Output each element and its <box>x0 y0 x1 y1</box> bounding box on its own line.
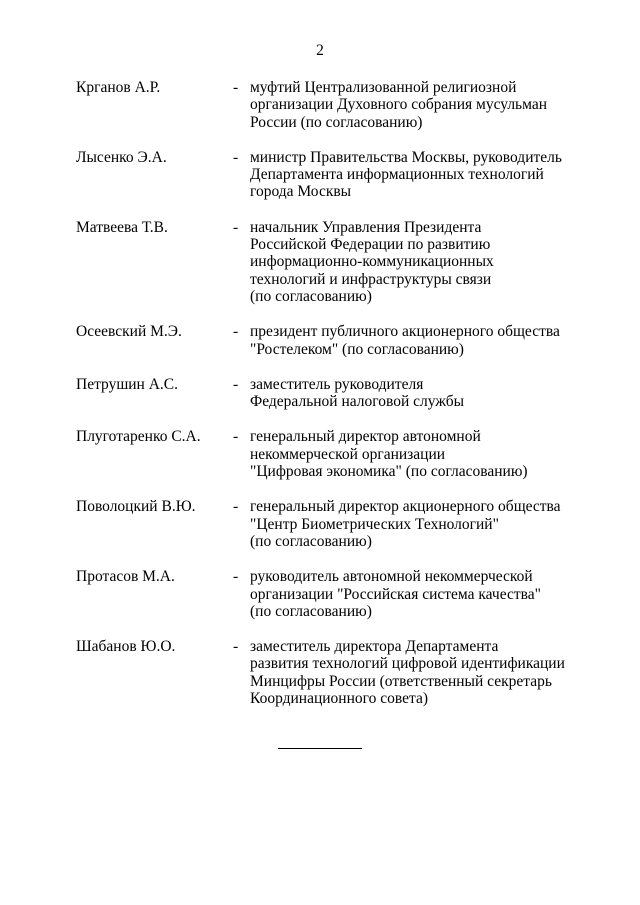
member-name: Шабанов Ю.О. <box>76 638 176 656</box>
position-line: (по согласованию) <box>250 532 372 550</box>
member-name: Протасов М.А. <box>76 568 175 586</box>
member-position <box>250 638 576 707</box>
position-line: заместитель руководителя <box>250 375 424 393</box>
position-line: генеральный директор автономной <box>250 428 481 446</box>
position-line: России (по согласованию) <box>250 113 423 131</box>
position-line: министр Правительства Москвы, руководитель <box>250 148 562 166</box>
position-line: технологий и инфраструктуры связи <box>250 270 492 288</box>
member-name: Матвеева Т.В. <box>76 218 168 236</box>
position-line: руководитель автономной некоммерческой <box>250 568 533 586</box>
member-position <box>250 219 576 305</box>
member-position <box>250 376 576 411</box>
position-line: Координационного совета) <box>250 690 428 708</box>
entry-dash: - <box>233 638 239 656</box>
position-line: "Ростелеком" (по согласованию) <box>250 340 464 358</box>
member-list <box>76 79 576 707</box>
position-line: некоммерческой организации <box>250 445 446 463</box>
position-line: президент публичного акционерного общества <box>250 323 560 341</box>
position-line: "Цифровая экономика" (по согласованию) <box>250 463 528 481</box>
position-line: города Москвы <box>250 183 352 201</box>
member-entry <box>76 428 576 480</box>
entry-dash: - <box>233 568 239 586</box>
member-position <box>250 428 576 480</box>
position-line: информационно-коммуникационных <box>250 253 494 271</box>
member-name: Осеевский М.Э. <box>76 323 182 341</box>
member-position <box>250 568 576 620</box>
member-name: Поволоцкий В.Ю. <box>76 498 196 516</box>
member-name: Лысенко Э.А. <box>76 148 167 166</box>
member-entry <box>76 376 576 411</box>
position-line: генеральный директор акционерного общества <box>250 498 561 516</box>
position-line: муфтий Централизованной религиозной <box>250 79 517 96</box>
entry-dash: - <box>233 375 239 393</box>
member-entry <box>76 498 576 550</box>
entry-dash: - <box>233 428 239 446</box>
member-entry <box>76 219 576 305</box>
page-number: 2 <box>316 42 324 59</box>
member-name: Крганов А.Р. <box>76 79 161 96</box>
entry-dash: - <box>233 498 239 516</box>
member-entry <box>76 79 576 131</box>
member-entry <box>76 323 576 358</box>
member-position <box>250 323 576 358</box>
end-separator-line <box>278 748 362 749</box>
position-line: (по согласованию) <box>250 602 372 620</box>
member-position <box>250 149 576 201</box>
position-line: Минцифры России (ответственный секретарь <box>250 672 552 690</box>
position-line: развития технологий цифровой идентификации <box>250 655 565 673</box>
entry-dash: - <box>233 148 239 166</box>
entry-dash: - <box>233 79 239 96</box>
position-line: организации Духовного собрания мусульман <box>250 96 548 114</box>
position-line: Департамента информационных технологий <box>250 166 544 184</box>
position-line: Российской Федерации по развитию <box>250 236 491 254</box>
member-entry <box>76 568 576 620</box>
position-line: начальник Управления Президента <box>250 218 482 236</box>
member-entry <box>76 149 576 201</box>
position-line: заместитель директора Департамента <box>250 638 499 656</box>
member-name: Плуготаренко С.А. <box>76 428 201 446</box>
member-entry <box>76 638 576 707</box>
position-line: организации "Российская система качества" <box>250 585 541 603</box>
member-position <box>250 498 576 550</box>
entry-dash: - <box>233 323 239 341</box>
position-line: "Центр Биометрических Технологий" <box>250 515 499 533</box>
member-name: Петрушин А.С. <box>76 375 179 393</box>
position-line: Федеральной налоговой службы <box>250 393 465 411</box>
entry-dash: - <box>233 218 239 236</box>
position-line: (по согласованию) <box>250 287 372 305</box>
member-position <box>250 79 576 131</box>
